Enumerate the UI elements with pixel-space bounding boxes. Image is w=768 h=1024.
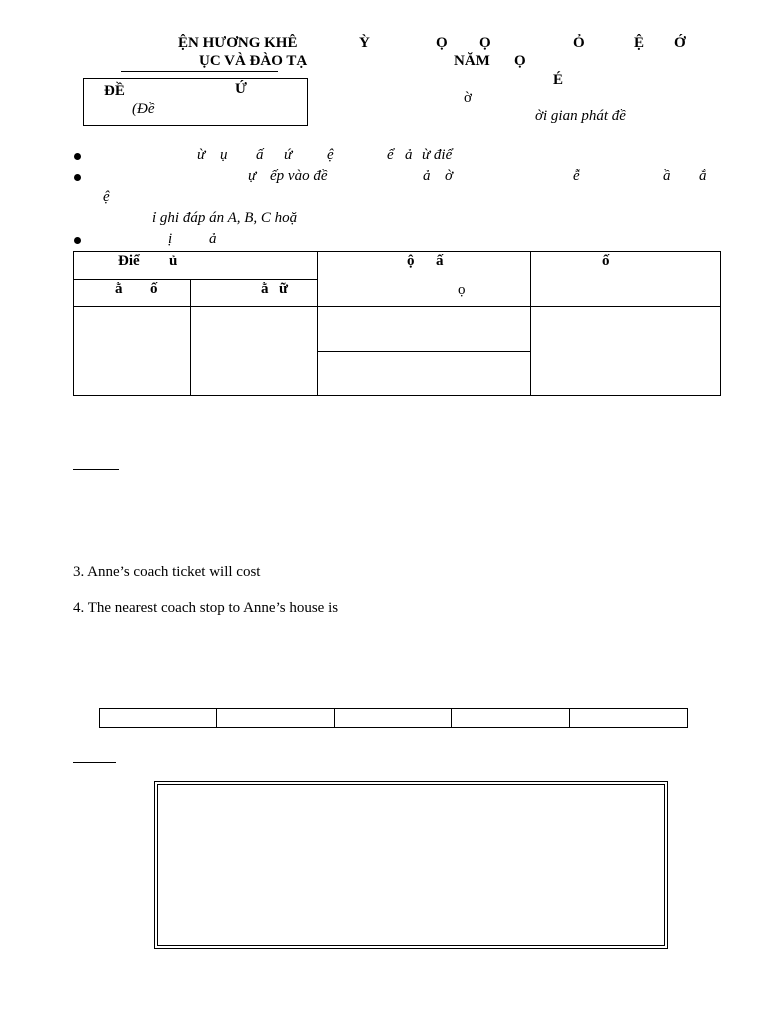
instr-b1-3: ứ [284,147,293,163]
header-line1-r4: Ệ [634,35,645,51]
section-underline-2 [73,762,116,763]
header-line4-right: ờ [464,90,472,106]
header-line1-r3: Ỏ [573,35,585,51]
instr-b1-4: ệ [327,147,334,163]
question-4: 4. The nearest coach stop to Anne’s house is [73,600,339,616]
header-line3-right: É [553,72,564,88]
instr-b1-7: ừ điể [422,147,453,163]
section-underline-1 [73,469,119,470]
score-table-hline-split [317,351,531,352]
header-line2-r0: NĂM [454,53,490,69]
instr-b2-4: ễ [573,168,580,184]
score-sub2-0: ằ [261,281,269,297]
exam-box-title-1: Ứ [235,81,247,97]
instr-b2-6: ắ [699,168,707,184]
instr-b2-3: ờ [445,168,454,184]
instr-b3-1: ả [209,231,217,247]
exam-box-note: (Đề [132,101,155,117]
writing-box-inner [157,784,665,946]
instr-b2-1: ếp vào đề [270,168,328,184]
bullet-1 [74,153,81,160]
answer-grid-divider [334,708,335,728]
score-header-1: ủ [169,253,178,269]
instr-b1-0: ừ [197,147,206,163]
header-line1-r1: Ọ [436,35,448,51]
time-note: ời gian phát đề [535,108,626,124]
header-line2-left: ỤC VÀ ĐÀO TẠ [199,53,308,69]
header-line1-r2: Ọ [479,35,491,51]
instr-b1-5: ể [387,147,394,163]
score-sub2-1: ữ [279,281,289,297]
instr-b2-0: ự [248,168,257,184]
score-table-hline-sub [73,279,318,280]
instr-b2-2: ả [423,168,431,184]
bullet-2 [74,174,81,181]
instr-b3-0: ị [168,231,173,247]
question-3: 3. Anne’s coach ticket will cost [73,564,261,580]
header-line1-left: ỆN HƯƠNG KHÊ [178,35,298,51]
answer-grid-divider [451,708,452,728]
score-header-0: Điể [118,253,140,269]
score-table-vline-3 [530,251,531,396]
score-col3-sub: ọ [458,282,466,298]
writing-box [154,781,668,949]
instr-b1-2: ấ [256,147,264,163]
score-table-vline-2 [317,251,318,396]
header-line2-r1: Ọ [514,53,526,69]
exam-box-title-0: ĐỀ [104,83,125,99]
score-table-hline-header [73,306,721,307]
score-col3-0: ộ [407,253,415,269]
score-table-outer [73,251,721,396]
instr-b1-6: ả [405,147,413,163]
score-col3-1: ấ [436,253,444,269]
instr-b2-cont: ệ [103,189,110,205]
bullet-3 [74,237,81,244]
score-col4: ố [602,253,610,269]
answer-grid-outer [99,708,688,728]
header-underline [121,71,278,72]
instr-b2-note: ỉ ghi đáp án A, B, C hoặ [152,210,298,226]
header-line1-r5: Ớ [674,35,686,51]
answer-grid-divider [216,708,217,728]
score-sub1-1: ố [150,281,158,297]
header-line1-r0: Ỳ [359,35,370,51]
instr-b2-5: ầ [663,168,671,184]
instr-b1-1: ụ [220,147,228,163]
score-table-vline-1 [190,279,191,396]
exam-box [83,78,308,126]
answer-grid-divider [569,708,570,728]
score-sub1-0: ằ [115,281,123,297]
